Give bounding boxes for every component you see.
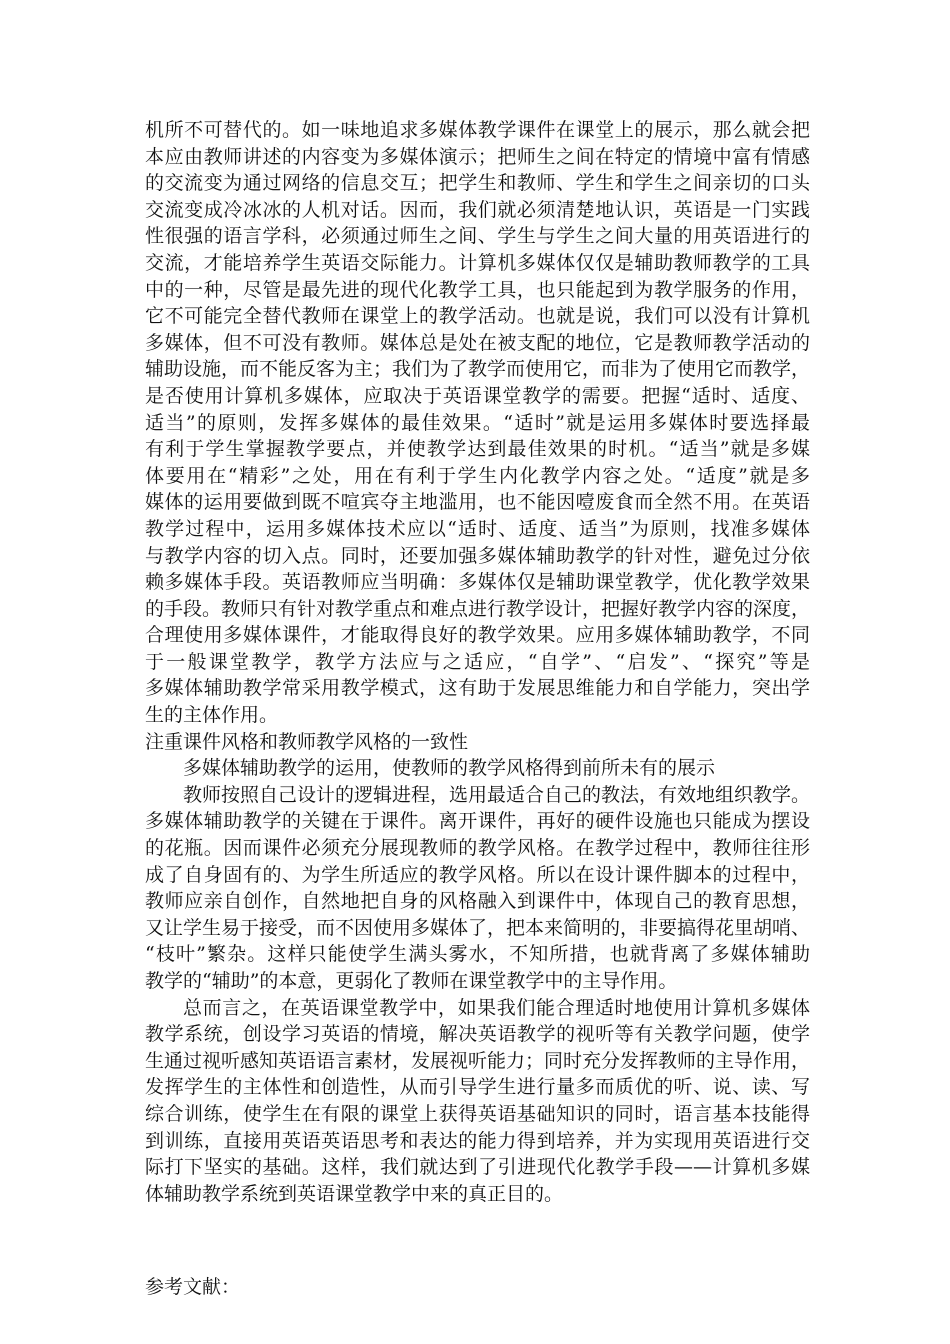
text-line: 生通过视听感知英语语言素材，发展视听能力；同时充分发挥教师的主导作用， xyxy=(145,1049,811,1072)
text-line: 生的主体作用。 xyxy=(145,704,279,727)
text-line: 赖多媒体手段。英语教师应当明确：多媒体仅是辅助课堂教学，优化教学效果 xyxy=(145,571,810,594)
section-spacer xyxy=(145,1207,810,1274)
text-line: 总而言之，在英语课堂教学中，如果我们能合理适时地使用计算机多媒体 xyxy=(183,996,810,1019)
text-line: 又让学生易于接受，而不因使用多媒体了，把本来简明的，非要搞得花里胡哨、 xyxy=(145,916,811,939)
text-line: 际打下坚实的基础。这样，我们就达到了引进现代化教学手段——计算机多媒 xyxy=(145,1156,810,1179)
paragraph-body-2 xyxy=(145,782,810,995)
text-line: 体辅助教学系统到英语课堂教学中来的真正目的。 xyxy=(145,1182,564,1205)
text-line: 性很强的语言学科，必须通过师生之间、学生与学生之间大量的用英语进行的 xyxy=(145,225,810,248)
paragraph-body-1 xyxy=(145,117,810,729)
text-line: 成了自身固有的、为学生所适应的教学风格。所以在设计课件脚本的过程中， xyxy=(145,863,810,886)
text-line: 教学的“辅助”的本意，更弱化了教师在课堂教学中的主导作用。 xyxy=(145,970,678,992)
text-line: 发挥学生的主体性和创造性，从而引导学生进行量多而质优的听、说、读、写 xyxy=(145,1076,810,1099)
text-line: 教师应亲自创作，自然地把自身的风格融入到课件中，体现自己的教育思想， xyxy=(145,890,810,913)
text-line: 的手段。教师只有针对教学重点和难点进行教学设计，把握好教学内容的深度， xyxy=(145,597,811,620)
text-line: 合理使用多媒体课件，才能取得良好的教学效果。应用多媒体辅助教学，不同 xyxy=(145,624,810,647)
text-line: 媒体的运用要做到既不喧宾夺主地滥用，也不能因噎废食而全然不用。在英语 xyxy=(145,491,810,514)
text-line: 有利于学生掌握教学要点，并使教学达到最佳效果的时机。“适当”就是多媒 xyxy=(145,438,810,461)
references-label: 参考文献： xyxy=(145,1276,241,1299)
text-line: 多媒体辅助教学常采用教学模式，这有助于发展思维能力和自学能力，突出学 xyxy=(145,677,810,700)
text-line: 教师按照自己设计的逻辑进程，选用最适合自己的教法，有效地组织教学。 xyxy=(183,783,811,806)
text-line: 交流变成冷冰冰的人机对话。因而，我们就必须清楚地认识，英语是一门实践 xyxy=(145,198,810,221)
text-line: 与教学内容的切入点。同时，还要加强多媒体辅助教学的针对性，避免过分依 xyxy=(145,544,810,567)
text-line: 本应由教师讲述的内容变为多媒体演示；把师生之间在特定的情境中富有情感 xyxy=(145,145,810,168)
text-line: 综合训练，使学生在有限的课堂上获得英语基础知识的同时，语言基本技能得 xyxy=(145,1102,810,1125)
text-line: 多媒体辅助教学的关键在于课件。离开课件，再好的硬件设施也只能成为摆设 xyxy=(145,810,810,833)
text-line: 交流，才能培养学生英语交际能力。计算机多媒体仅仅是辅助教师教学的工具 xyxy=(145,251,810,274)
text-line: 是否使用计算机多媒体，应取决于英语课堂教学的需要。把握“适时、适度、 xyxy=(145,384,810,407)
text-line: 的交流变为通过网络的信息交互；把学生和教师、学生和学生之间亲切的口头 xyxy=(145,172,810,195)
text-line: 于一般课堂教学，教学方法应与之适应，“自学”、“启发”、“探究”等是 xyxy=(145,650,810,673)
text-line: 它不可能完全替代教师在课堂上的教学活动。也就是说，我们可以没有计算机 xyxy=(145,305,810,328)
text-line: 多媒体，但不可没有教师。媒体总是处在被支配的地位，它是教师教学活动的 xyxy=(145,331,810,354)
text-line: 中的一种，尽管是最先进的现代化教学工具，也只能起到为教学服务的作用， xyxy=(145,278,810,301)
text-line: “枝叶”繁杂。这样只能使学生满头雾水，不知所措，也就背离了多媒体辅助 xyxy=(145,943,810,966)
text-line: 适当”的原则，发挥多媒体的最佳效果。“适时”就是运用多媒体时要选择最 xyxy=(145,411,810,434)
text-line: 体要用在“精彩”之处，用在有利于学生内化教学内容之处。“适度”就是多 xyxy=(145,464,810,487)
text-line: 的花瓶。因而课件必须充分展现教师的教学风格。在教学过程中，教师往往形 xyxy=(145,837,810,860)
text-line: 机所不可替代的。如一味地追求多媒体教学课件在课堂上的展示，那么就会把 xyxy=(145,119,810,141)
paragraph-body-3 xyxy=(145,995,810,1208)
text-line: 教学系统，创设学习英语的情境，解决英语教学的视听等有关教学问题，使学 xyxy=(145,1023,810,1046)
text-line: 教学过程中，运用多媒体技术应以“适时、适度、适当”为原则，找准多媒体 xyxy=(145,517,810,540)
document-page xyxy=(145,117,810,1301)
subsection-heading: 多媒体辅助教学的运用，使教师的教学风格得到前所未有的展示 xyxy=(183,757,716,780)
text-line: 辅助设施，而不能反客为主；我们为了教学而使用它，而非为了使用它而教学， xyxy=(145,358,811,381)
section-heading: 注重课件风格和教师教学风格的一致性 xyxy=(145,730,469,753)
text-line: 到训练，直接用英语英语思考和表达的能力得到培养，并为实现用英语进行交 xyxy=(145,1129,810,1152)
